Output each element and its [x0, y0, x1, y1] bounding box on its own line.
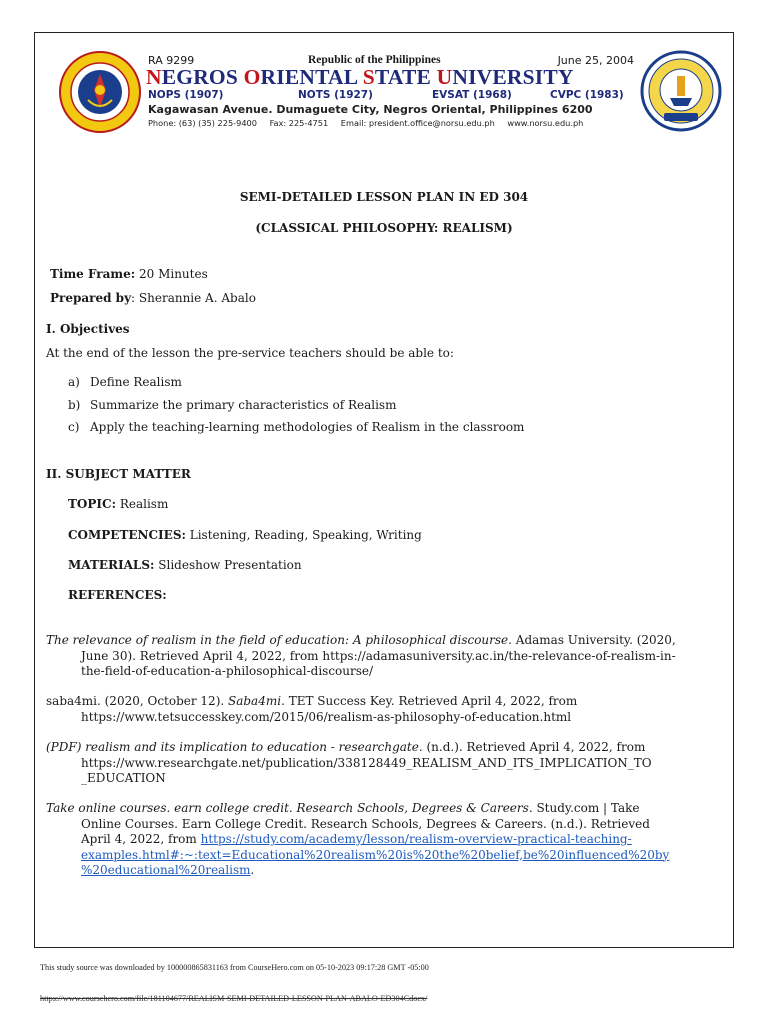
campus-evsat: EVSAT (1968) [432, 89, 512, 101]
list-item [68, 398, 524, 421]
letterhead [44, 42, 724, 134]
time-frame-value: 20 Minutes [135, 267, 208, 281]
reference-entry: Take online courses. earn college credit. Research Schools, Degrees & Careers. Study.com | Take Online Courses. Earn College Credit. Research Schools, Degrees & Careers. (n.d.). Retrieved April 4, 2022, from https://study.com/academy/lesson/realism-overview-practical-teaching- examples.html#:~:text=Educational%20realism%20is%20the%20belief,be%20influenced%20by %20educational%20realism. [46, 801, 670, 877]
list-letter: a) [68, 375, 80, 389]
reference-title: (PDF) realism and its implication to education - researchgate [46, 740, 419, 754]
source-url[interactable]: https://www.coursehero.com/file/181104677/REALISM-SEMI-DETAILED-LESSON-PLAN-ABALO-ED304Cdocx/ [40, 994, 428, 1003]
materials-label: MATERIALS: [68, 558, 155, 572]
lesson-plan-subtitle: (CLASSICAL PHILOSOPHY: REALISM) [255, 221, 513, 235]
contact-line [148, 118, 634, 128]
prepared-by-label: Prepared by [50, 291, 132, 305]
reference-title: Saba4mi [228, 694, 282, 708]
reference-entry: (PDF) realism and its implication to education - researchgate. (n.d.). Retrieved April 4, 2022, from https://www.researchgate.net/publication/338128449_REALISM_AND_ITS_IMPLICATION_TO _EDUCATION [46, 740, 652, 785]
list-text: Define Realism [90, 375, 182, 389]
campus-nops: NOPS (1907) [148, 89, 224, 101]
study-com-link[interactable]: https://study.com/academy/lesson/realism-overview-practical-teaching- [200, 832, 632, 846]
topic-value: Realism [116, 497, 169, 511]
prepared-by-value: : Sherannie A. Abalo [131, 291, 256, 305]
campus-cvpc: CVPC (1983) [550, 89, 624, 101]
list-item [68, 420, 524, 443]
materials [68, 558, 302, 572]
time-frame [50, 267, 208, 281]
college-of-teacher-education-logo [640, 50, 722, 132]
topic [68, 497, 168, 511]
materials-value: Slideshow Presentation [154, 558, 302, 572]
university-address: Kagawasan Avenue. Dumaguete City, Negros Oriental, Philippines 6200 [148, 103, 593, 116]
reference-entry: saba4mi. (2020, October 12). Saba4mi. TET Success Key. Retrieved April 4, 2022, from https://www.tetsuccesskey.com/2015/06/realism-as-philosophy-of-education.html [46, 694, 578, 724]
topic-label: TOPIC: [68, 497, 116, 511]
phone: Phone: (63) (35) 225-9400 [148, 118, 257, 128]
list-item [68, 375, 524, 398]
campus-nots: NOTS (1927) [298, 89, 373, 101]
reference-title: The relevance of realism in the field of education: A philosophical discourse [46, 633, 509, 647]
list-letter: c) [68, 420, 80, 434]
time-frame-label: Time Frame: [50, 267, 136, 281]
university-seal-logo [58, 50, 142, 134]
univ-word-state: STATE [362, 65, 437, 89]
republic-label: Republic of the Philippines [308, 54, 441, 66]
reference-entry: The relevance of realism in the field of education: A philosophical discourse. Adamas University. (2020, June 30). Retrieved April 4, 2022, from https://adamasuniversity.ac.in/the-relevance-of-realism-in- the-field-of-education-a-philosophical-discourse/ [46, 633, 676, 678]
objectives-intro: At the end of the lesson the pre-service teachers should be able to: [46, 346, 454, 360]
fax: Fax: 225-4751 [269, 118, 329, 128]
competencies [68, 528, 422, 542]
ra-number: RA 9299 [148, 54, 195, 67]
campus-list [148, 89, 634, 103]
list-letter: b) [68, 397, 81, 412]
objectives-list [68, 375, 524, 443]
objectives-heading: I. Objectives [46, 322, 130, 336]
list-text: Apply the teaching-learning methodologies of Realism in the classroom [90, 420, 525, 434]
download-note: This study source was downloaded by 100000865831163 from CourseHero.com on 05-10-2023 09:17:28 GMT -05:00 [40, 963, 429, 972]
univ-word-negros: NEGROS [146, 65, 244, 89]
univ-word-university: UNIVERSITY [436, 65, 574, 89]
references-label: REFERENCES: [68, 588, 167, 602]
study-com-link-end[interactable]: %20educational%20realism [81, 863, 251, 877]
list-text: Summarize the primary characteristics of Realism [90, 397, 397, 412]
subject-matter-heading: II. SUBJECT MATTER [46, 467, 191, 481]
email: Email: president.office@norsu.edu.ph [340, 118, 495, 128]
website: www.norsu.edu.ph [507, 118, 584, 128]
university-name [146, 65, 636, 90]
reference-title: Take online courses. earn college credit. Research Schools, Degrees & Careers [46, 801, 529, 815]
prepared-by [50, 291, 256, 305]
lesson-plan-title: SEMI-DETAILED LESSON PLAN IN ED 304 [239, 190, 529, 204]
competencies-value: Listening, Reading, Speaking, Writing [185, 528, 422, 542]
univ-word-oriental: ORIENTAL [243, 65, 363, 89]
competencies-label: COMPETENCIES: [68, 528, 186, 542]
study-com-link-cont[interactable]: examples.html#:~:text=Educational%20realism%20is%20the%20belief,be%20influenced%20by [81, 847, 670, 862]
header-date: June 25, 2004 [557, 54, 634, 67]
